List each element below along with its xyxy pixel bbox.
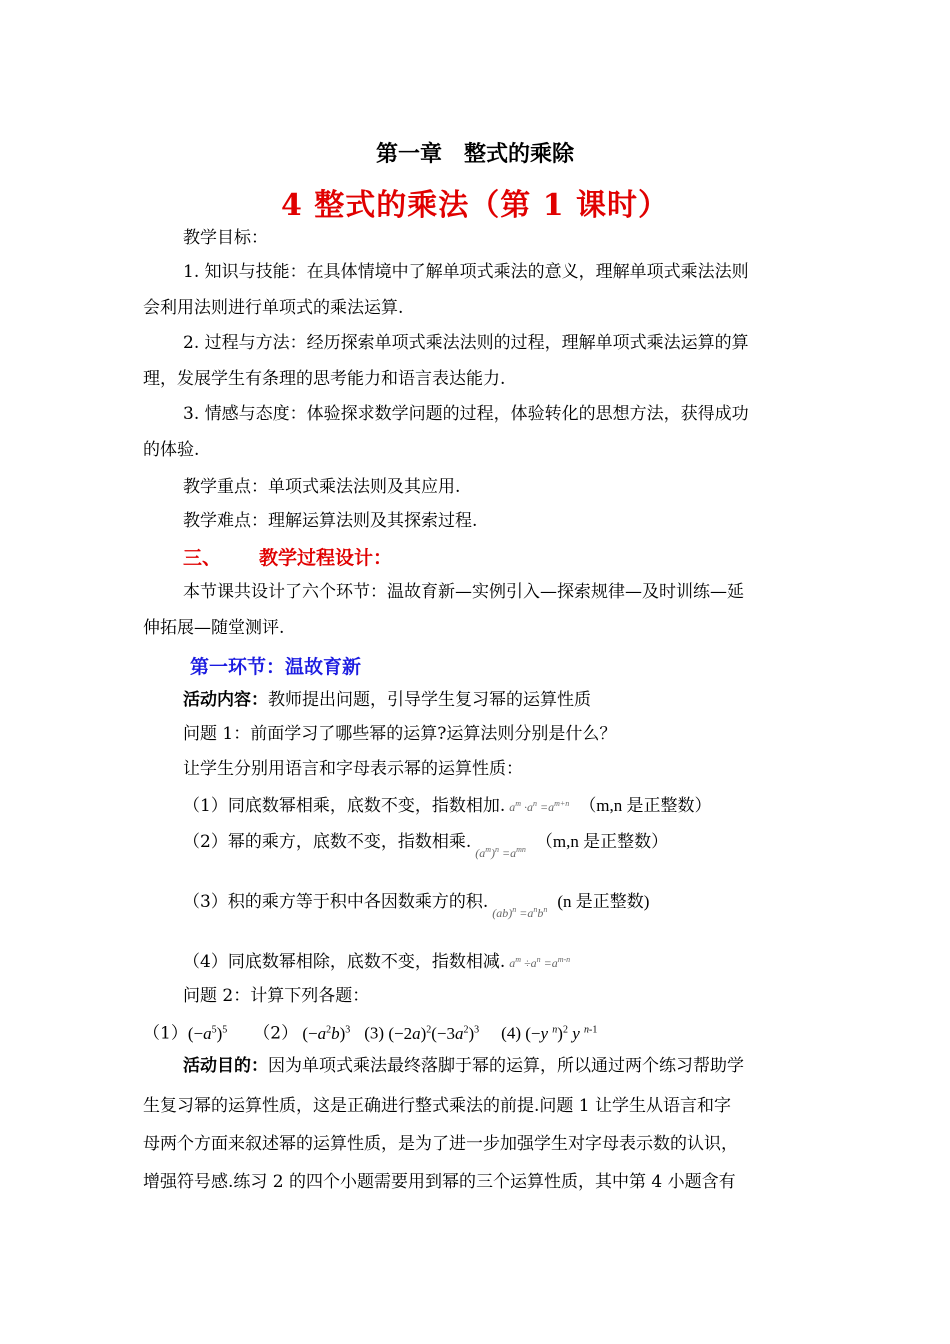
problem-3: $(-2a)^2(-3a^2)^3$ [384, 1023, 480, 1043]
rule-1-condition: （m,n 是正整数） [579, 796, 712, 815]
rule-2 [183, 828, 950, 860]
rule-4-formula: $a^m \div a^n =a^{m-n}$ [509, 955, 571, 970]
difficult-point: 教学难点：理解运算法则及其探索过程. [183, 511, 478, 531]
section-3-intro-line-1: 本节课共设计了六个环节：温故育新—实例引入—探索规律—及时训练—延 [183, 582, 744, 602]
section-3-intro-line-2: 伸拓展—随堂测评. [143, 618, 285, 638]
lesson-title: 4 整式的乘法（第 1 课时） [280, 188, 670, 223]
activity-label: 活动内容： [183, 690, 268, 710]
rule-4-text: （4）同底数幂相除，底数不变，指数相减. [183, 952, 506, 972]
chapter-title: 第一章 整式的乘除 [375, 141, 574, 167]
purpose-line-2: 生复习幂的运算性质，这是正确进行整式乘法的前提.问题 1 让学生从语言和字 [143, 1096, 732, 1116]
goal-1-line-2: 会利用法则进行单项式的乘法运算. [143, 298, 404, 318]
rule-4 [183, 948, 950, 975]
rule-1-formula: $a^m \cdot a^n =a^{m+n}$ [509, 799, 570, 814]
rule-3-formula: (ab)n =anbn [492, 905, 548, 920]
problem-4: (−y $^n$)$^2$ y $^{n-1}$ [521, 1023, 598, 1043]
rule-1 [183, 792, 950, 819]
rule-2-text: （2）幂的乘方，底数不变，指数相乘. [183, 832, 472, 852]
rule-3-condition: (n 是正整数) [557, 892, 650, 911]
section-3-heading [183, 543, 950, 570]
activity-content [183, 688, 950, 712]
purpose-line-1 [183, 1054, 950, 1078]
activity-text: 教师提出问题，引导学生复习幂的运算性质 [268, 690, 591, 710]
practice-problems [143, 1018, 950, 1046]
section-3-number: 三、 [183, 547, 222, 569]
goal-3-line-2: 的体验. [143, 440, 200, 460]
goal-2-line-2: 理，发展学生有条理的思考能力和语言表达能力. [143, 369, 506, 389]
question-2: 问题 2：计算下列各题： [183, 986, 370, 1006]
purpose-line-4: 增强符号感.练习 2 的四个小题需要用到幂的三个运算性质，其中第 4 小题含有 [143, 1172, 736, 1192]
rule-2-formula: (am)n =amn [475, 845, 526, 860]
goal-1-line-1: 1. 知识与技能：在具体情境中了解单项式乘法的意义，理解单项式乘法法则 [183, 262, 749, 282]
purpose-label: 活动目的： [183, 1056, 268, 1076]
goal-2-line-1: 2. 过程与方法：经历探索单项式乘法法则的过程，理解单项式乘法运算的算 [183, 333, 749, 353]
step-1-title: 第一环节：温故育新 [190, 656, 362, 678]
rule-2-condition: （m,n 是正整数） [535, 832, 669, 851]
section-3-title: 教学过程设计： [259, 547, 393, 569]
purpose-text-1: 因为单项式乘法最终落脚于幂的运算，所以通过两个练习帮助学 [268, 1056, 744, 1076]
problem-1-label: （1） [143, 1023, 188, 1044]
goals-label: 教学目标： [183, 228, 268, 248]
question-1-instruction: 让学生分别用语言和字母表示幂的运算性质： [183, 759, 523, 779]
problem-3-label: (3) [364, 1023, 385, 1043]
rule-3 [183, 888, 950, 920]
key-point: 教学重点：单项式乘法法则及其应用. [183, 477, 461, 497]
problem-2: $(-a^2b)^3$ [298, 1023, 351, 1043]
problem-2-label: （2） [253, 1023, 299, 1044]
problem-4-label: (4) [501, 1023, 521, 1043]
problem-1: $(-a^5)^5$ [187, 1023, 228, 1043]
rule-1-text: （1）同底数幂相乘，底数不变，指数相加. [183, 796, 506, 816]
rule-3-text: （3）积的乘方等于积中各因数乘方的积. [183, 892, 489, 912]
purpose-line-3: 母两个方面来叙述幂的运算性质，是为了进一步加强学生对字母表示数的认识， [143, 1134, 738, 1154]
question-1: 问题 1：前面学习了哪些幂的运算?运算法则分别是什么？ [183, 724, 617, 744]
goal-3-line-1: 3. 情感与态度：体验探求数学问题的过程，体验转化的思想方法，获得成功 [183, 404, 749, 424]
